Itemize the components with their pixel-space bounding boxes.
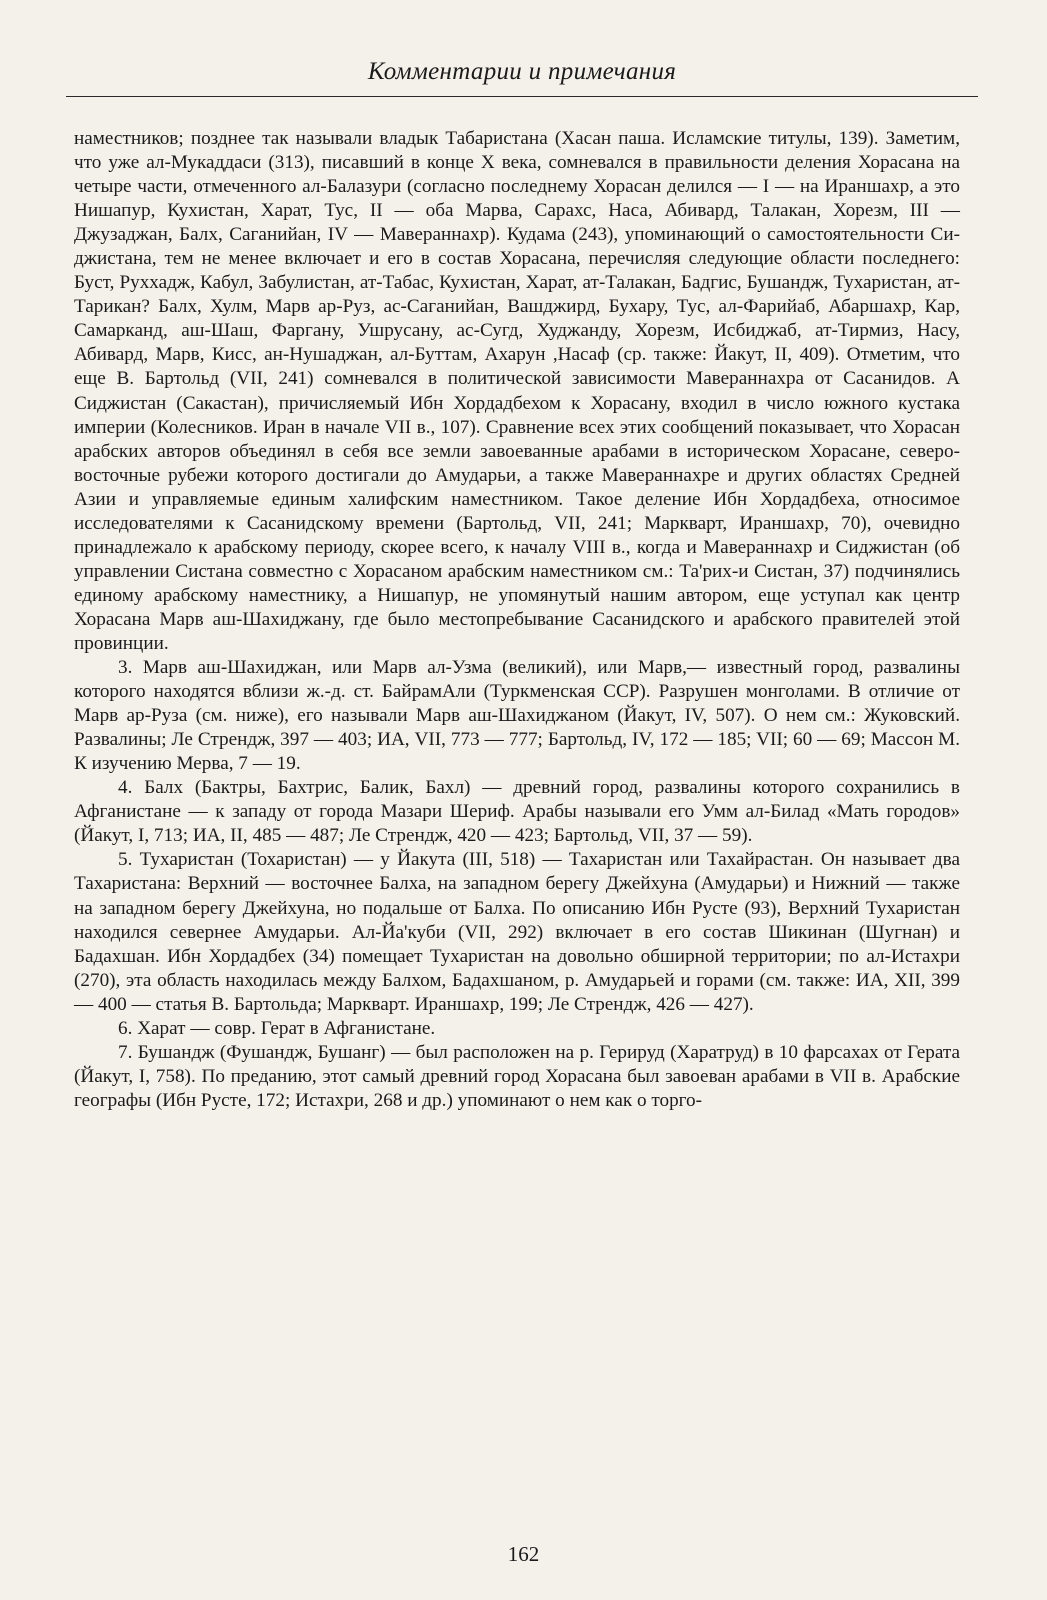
body-text [74, 127, 960, 1113]
note-5-tukharistan: 5. Тухаристан (Тохаристан) — у Йакута (III, 518) — Тахаристан или Тахайрастан. Он называет два Тахаристана: Верхний — восточнее Балха, на западном берегу Джейхуна (Амударьи) и Нижний — также на западном берегу Джейхуна, но подальше от Балха. По описанию Ибн Русте (93), Верхний Тухаристан находился севернее Амударьи. Ал-Йа'куби (VII, 292) включает в его состав Шикинан (Шугнан) и Бадахшан. Ибн Хордадбех (34) помещает Тухаристан на довольно обширной территории; по ал-Истахри (270), эта область находилась между Балхом, Бадахшаном, р. Амударьей и горами (см. также: ИА, XII, 399 — 400 — статья В. Бартольда; Маркварт. Ираншахр, 199; Ле Стрендж, 426 — 427). [74, 849, 960, 1015]
page-number: 162 [507, 1542, 540, 1566]
header-rule [66, 96, 978, 97]
note-7-bushandzh: 7. Бушандж (Фушандж, Бушанг) — был расположен на р. Герируд (Харатруд) в 10 фарсахах от Герата (Йакут, I, 758). По преданию, этот самый древний город Хорасана был завоеван арабами в VII в. Арабские географы (Ибн Русте, 172; Истахри, 268 и др.) упоминают о нем как о торго- [74, 1041, 960, 1111]
note-6-kharat: 6. Харат — совр. Герат в Афганистане. [118, 1017, 436, 1039]
paragraph-continuation: наместников; позднее так называли владык Табаристана (Хасан паша. Исламские титулы, 139). Заметим, что уже ал-Мукаддаси (313), писавший в конце X века, сомневался в правильности деления Хорасана на четыре части, отмеченного ал-Балазури (согласно последнему Хорасан делился — I — на Ираншахр, а это Нишапур, Кухистан, Харат, Тус, II — оба Марва, Сарахс, Наса, Абивард, Талакан, Хорезм, III — Джузаджан, Балх, Саганийан, IV — Мавераннахр). Кудама (243), упоминающий о самостоятельности Сиджистана, тем не менее включает и его в состав Хорасана, перечисляя следующие области последнего: Буст, Руххадж, Кабул, Забулистан, ат-Табас, Кухистан, Харат, ат-Талакан, Бадгис, Бушандж, Тухаристан, ат-Тарикан? Балх, Хулм, Марв ар-Руз, ас-Саганийан, Вашджирд, Бухару, Тус, ал-Фарийаб, Абаршахр, Кар, Самарканд, аш-Шаш, Фаргану, Ушрусану, ас-Сугд, Худжанду, Хорезм, Исбиджаб, ат-Тирмиз, Насу, Абивард, Марв, Кисс, ан-Нушаджан, ал-Буттам, Ахарун ,Насаф (ср. также: Йакут, II, 409). Отметим, что еще В. Бартольд (VII, 241) сомневался в политической зависимости Мавераннахра от Сасанидов. А Сиджистан (Сакастан), причисляемый Ибн Хордадбехом к Хорасану, входил в число южного кустака империи (Колесников. Иран в начале VII в., 107). Сравнение всех этих сообщений показывает, что Хорасан арабских авторов объединял в себя все земли завоеванные арабами в историческом Хорасане, северо-восточные рубежи которого достигали до Амударьи, а также Мавераннахре и других областях Средней Азии и управляемые единым халифским наместником. Такое деление Ибн Хордадбеха, относимое исследователями к Сасанидскому времени (Бартольд, VII, 241; Маркварт, Ираншахр, 70), очевидно принадлежало к арабскому периоду, скорее всего, к началу VIII в., когда и Мавераннахр и Сиджистан (об управлении Систана совместно с Хорасаном арабским наместником см.: Та'рих-и Систан, 37) подчинялись единому арабскому наместнику, а Нишапур, не упомянутый нашим автором, еще уступал как центр Хорасана Марв аш-Шахиджану, где было местопребывание Сасанидского и арабского правителей этой провинции. [74, 128, 960, 654]
note-4-balkh: 4. Балх (Бактры, Бахтрис, Балик, Бахл) — древний город, развалины которого сохранились в Афганистане — к западу от города Мазари Шериф. Арабы называли его Умм ал-Билад «Мать городов» (Йакут, I, 713; ИА, II, 485 — 487; Ле Стрендж, 420 — 423; Бартольд, VII, 37 — 59). [74, 777, 960, 847]
running-header: Комментарии и примечания [367, 58, 677, 85]
note-3-marv: 3. Марв аш-Шахиджан, или Марв ал-Узма (великий), или Марв,— известный город, развалины которого находятся вблизи ж.-д. ст. БайрамАли (Туркменская ССР). Разрушен монголами. В отличие от Марв ар-Руза (см. ниже), его называли Марв аш-Шахиджаном (Йакут, IV, 507). О нем см.: Жуковский. Развалины; Ле Стрендж, 397 — 403; ИА, VII, 773 — 777; Бартольд, IV, 172 — 185; VII; 60 — 69; Массон М. К изучению Мерва, 7 — 19. [74, 657, 960, 775]
